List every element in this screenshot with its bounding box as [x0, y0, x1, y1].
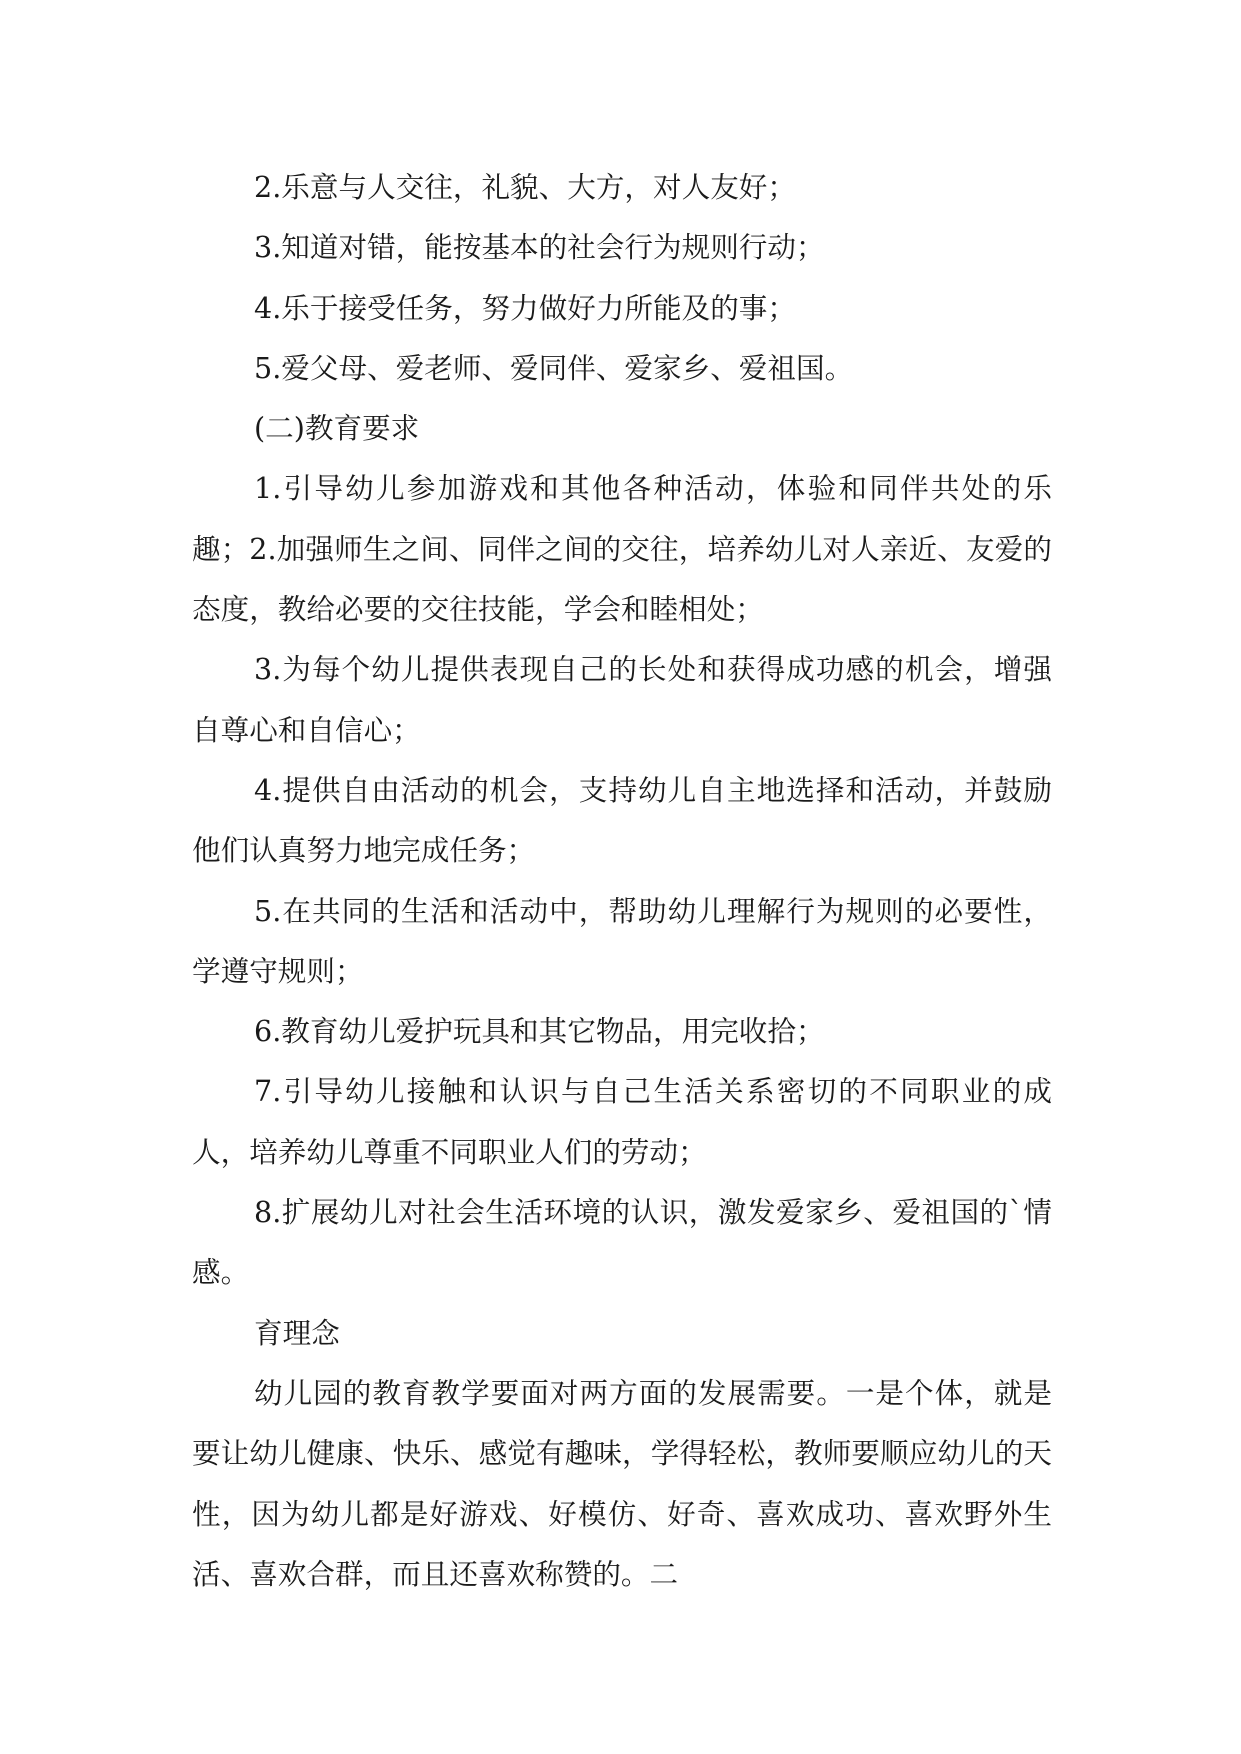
paragraph-requirement-6: 6.教育幼儿爱护玩具和其它物品，用完收拾；: [254, 1014, 825, 1049]
paragraph-goal-4: 4.乐于接受任务，努力做好力所能及的事；: [254, 290, 796, 325]
paragraph-requirement-3: 3.为每个幼儿提供表现自己的长处和获得成功感的机会，增强自尊心和自信心；: [192, 652, 1052, 747]
paragraph-requirement-8: 8.扩展幼儿对社会生活环境的认识，激发爱家乡、爱祖国的`情感。: [192, 1195, 1052, 1290]
paragraph-requirement-1-2: 1.引导幼儿参加游戏和其他各种活动，体验和同伴共处的乐趣；2.加强师生之间、同伴之间的交往，培养幼儿对人亲近、友爱的态度，教给必要的交往技能，学会和睦相处；: [192, 471, 1052, 627]
paragraph-requirement-4: 4.提供自由活动的机会，支持幼儿自主地选择和活动，并鼓励他们认真努力地完成任务；: [192, 772, 1052, 868]
paragraph-goal-3: 3.知道对错，能按基本的社会行为规则行动；: [254, 230, 825, 265]
document-body: [192, 157, 1052, 1604]
paragraph-goal-5: 5.爱父母、爱老师、爱同伴、爱家乡、爱祖国。: [254, 350, 854, 385]
section-heading-education-philosophy: 育理念: [254, 1315, 340, 1350]
paragraph-requirement-7: 7.引导幼儿接触和认识与自己生活关系密切的不同职业的成人，培养幼儿尊重不同职业人们的劳动；: [192, 1074, 1052, 1169]
paragraph-philosophy: 幼儿园的教育教学要面对两方面的发展需要。一是个体，就是要让幼儿健康、快乐、感觉有趣味，学得轻松，教师要顺应幼儿的天性，因为幼儿都是好游戏、好模仿、好奇、喜欢成功、喜欢野外生活、喜欢合群，而且还喜欢称赞的。二: [192, 1375, 1052, 1591]
paragraph-requirement-5: 5.在共同的生活和活动中，帮助幼儿理解行为规则的必要性，学遵守规则；: [192, 893, 1052, 988]
section-heading-education-requirements: (二)教育要求: [254, 411, 420, 446]
paragraph-goal-2: 2.乐意与人交往，礼貌、大方，对人友好；: [254, 170, 796, 204]
